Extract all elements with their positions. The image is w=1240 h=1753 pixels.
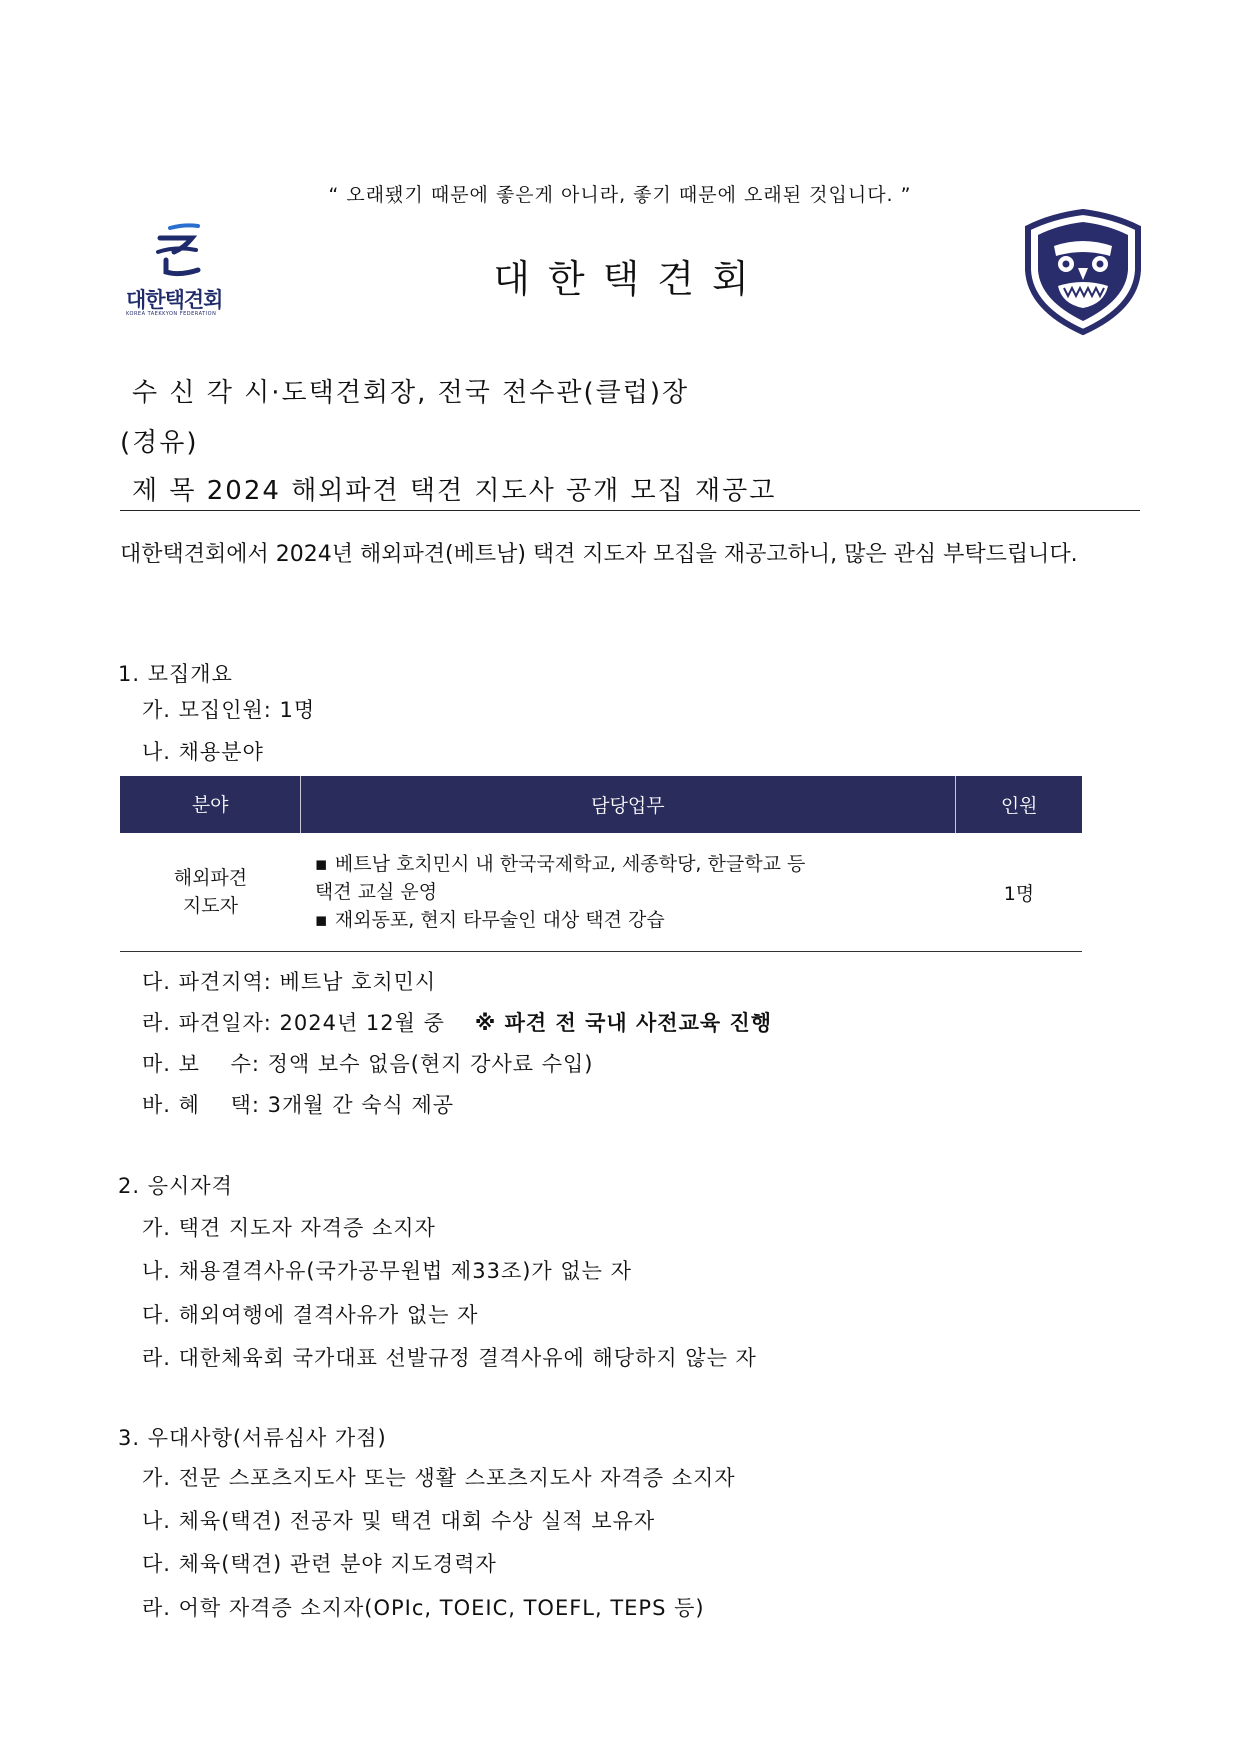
section1-item-c: 다. 파견지역: 베트남 호치민시 (142, 970, 437, 994)
table-cell-field (120, 833, 301, 952)
table-header-field: 분야 (120, 776, 301, 833)
table-header-count: 인원 (956, 776, 1082, 833)
org-title: 대한택견회 (493, 257, 767, 301)
section3-item-a: 가. 전문 스포츠지도사 또는 생활 스포츠지도사 자격증 소지자 (142, 1466, 736, 1490)
section2-item-d: 라. 대한체육회 국가대표 선발규정 결격사유에 해당하지 않는 자 (142, 1346, 757, 1370)
table-header-duty: 담당업무 (301, 776, 956, 833)
section2-item-c: 다. 해외여행에 결격사유가 없는 자 (142, 1303, 479, 1327)
motto: “ 오래됐기 때문에 좋은게 아니라, 좋기 때문에 오래된 것입니다. ” (328, 184, 912, 206)
via-line: (경유) (120, 428, 199, 458)
duty-item-1-line2: 택견 교실 운영 (314, 881, 438, 903)
table-cell-duty (301, 833, 956, 952)
recipient-line: 수 신 각 시·도택견회장, 전국 전수관(클럽)장 (132, 378, 690, 408)
dispatch-date: 라. 파견일자: 2024년 12월 중 (142, 1011, 445, 1035)
section1-title: 1. 모집개요 (118, 662, 233, 686)
section1-item-f: 바. 혜 택: 3개월 간 숙식 제공 (142, 1093, 455, 1117)
subject-line: 제 목 2024 해외파견 택견 지도사 공개 모집 재공고 (132, 476, 777, 506)
section1-item-a: 가. 모집인원: 1명 (142, 698, 316, 722)
mask-shield-icon (1024, 208, 1142, 336)
pre-training-notice: ※ 파견 전 국내 사전교육 진행 (474, 1011, 773, 1035)
section1-item-b: 나. 채용분야 (142, 740, 264, 764)
intro-paragraph: 대한택견회에서 2024년 해외파견(베트남) 택견 지도자 모집을 재공고하니, 많은 관심 부탁드립니다. (120, 542, 1078, 567)
section1-item-e: 마. 보 수: 정액 보수 없음(현지 강사료 수입) (142, 1052, 594, 1076)
section3-item-d: 라. 어학 자격증 소지자(OPIc, TOEIC, TOEFL, TEPS 등) (142, 1596, 705, 1620)
bullet-icon: ▪ (314, 909, 328, 931)
field-line2: 지도자 (182, 895, 238, 917)
section3-title: 3. 우대사항(서류심사 가점) (118, 1426, 387, 1450)
section2-title: 2. 응시자격 (118, 1174, 233, 1198)
federation-logo-subtext: KOREA TAEKKYON FEDERATION (126, 311, 217, 317)
field-line1: 해외파견 (173, 867, 248, 889)
federation-logo-text: 대한택견회 (126, 288, 223, 312)
table-row (120, 833, 1082, 952)
section2-item-b: 나. 채용결격사유(국가공무원법 제33조)가 없는 자 (142, 1259, 632, 1283)
mask-emblem (1024, 208, 1142, 336)
recruitment-table (120, 776, 1082, 952)
duty-item-1-line1: 베트남 호치민시 내 한국국제학교, 세종학당, 한글학교 등 (334, 853, 806, 875)
duty-item-2-text: 재외동포, 현지 타무술인 대상 택견 강습 (334, 909, 665, 931)
header-divider (120, 510, 1140, 511)
section3-item-c: 다. 체육(택견) 관련 분야 지도경력자 (142, 1552, 497, 1576)
section3-item-b: 나. 체육(택견) 전공자 및 택견 대회 수상 실적 보유자 (142, 1509, 656, 1533)
bullet-icon: ▪ (314, 853, 328, 875)
duty-item-2 (315, 906, 955, 934)
duty-item-1 (315, 850, 955, 878)
section1-item-d (142, 1007, 772, 1037)
table-header-row (120, 776, 1082, 833)
section2-item-a: 가. 택견 지도자 자격증 소지자 (142, 1216, 436, 1240)
table-cell-count: 1명 (956, 833, 1082, 952)
